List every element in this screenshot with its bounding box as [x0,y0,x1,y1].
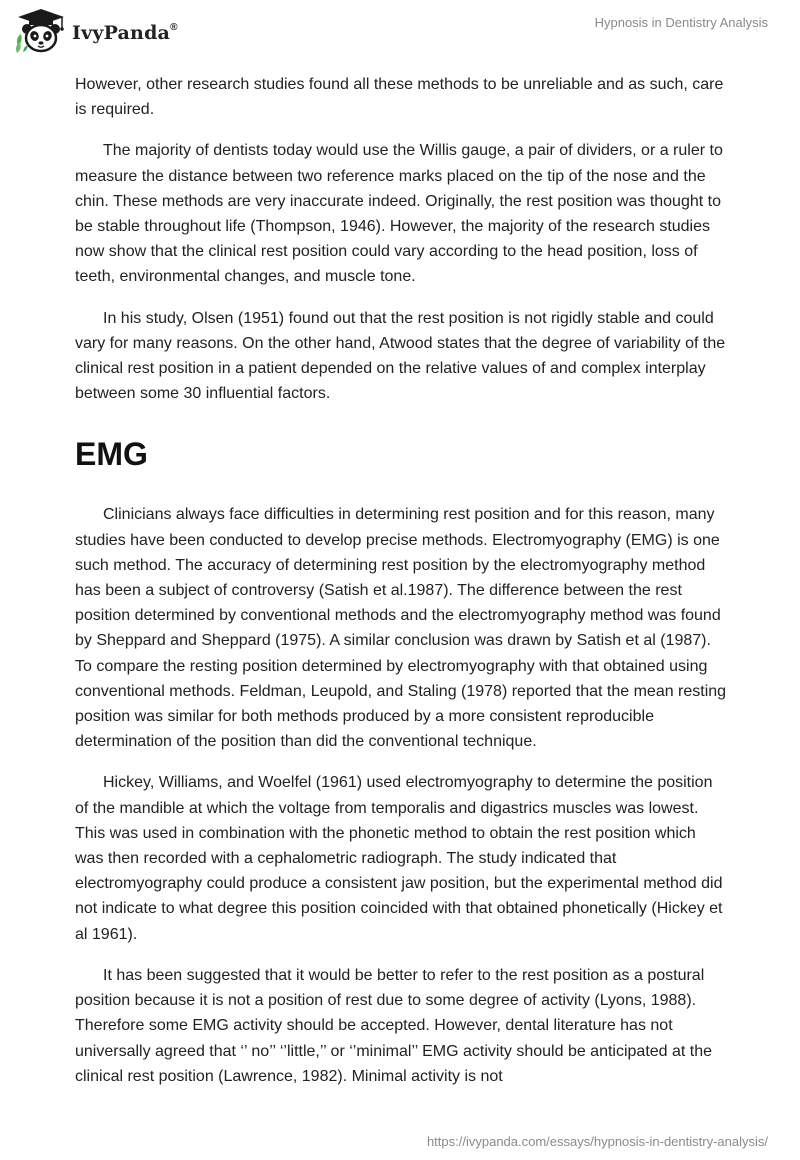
source-url[interactable]: https://ivypanda.com/essays/hypnosis-in-dentistry-analysis/ [426,1134,768,1149]
paragraph: Hickey, Williams, and Woelfel (1961) used electromyography to determine the position of the mandible at which the voltage from temporalis and digastrics muscles was lowest. This was used in combination with the phonetic method to obtain the rest position which was then recorded with a cephalometric radiograph. The study indicated that electromyography could produce a consistent jaw position, but the experimental method did not indicate to what degree this position coincided with that obtained phonetically (Hickey et al 1961). [75,774,723,943]
page-header [0,0,800,64]
panda-graduate-icon [14,6,68,56]
section-heading-emg: EMG [75,436,148,473]
paragraph: The majority of dentists today would use the Willis gauge, a pair of dividers, or a ruler to measure the distance between two reference marks placed on the tip of the nose and the chin. These methods are very inaccurate indeed. Originally, the rest position was thought to be stable throughout life (Thompson, 1946). However, the majority of the research studies now show that the clinical rest position could vary according to the head position, loss of teeth, environmental changes, and muscle tone. [75,142,723,286]
paragraph: However, other research studies found all these methods to be unreliable and as such, care is required. [75,76,724,119]
brand-name: IvyPanda® [72,21,178,44]
paragraph: It has been suggested that it would be better to refer to the rest position as a postural position because it is not a position of rest due to some degree of activity (Lyons, 1988). Therefore some EMG activity should be accepted. However, dental literature has not universally agreed that ‘’ no’’ ‘’little,’’ or ‘’minimal’’ EMG activity should be anticipated at the clinical rest position (Lawrence, 1982). Minimal activity is not [75,966,713,1085]
registered-mark: ® [170,21,178,33]
paragraph: Clinicians always face difficulties in determining rest position and for this reason, many studies have been conducted to develop precise methods. Electromyography (EMG) is one such method. The accuracy of determining rest position by the electromyography method has been a subject of controversy (Satish et al.1987). The difference between the rest position determined by conventional methods and the electromyography method was found by Sheppard and Sheppard (1975). A similar conclusion was drawn by Satish et al (1987). To compare the resting position determined by electromyography with that obtained using conventional methods. Feldman, Leupold, and Staling (1978) reported that the mean resting position was similar for both methods produced by a more consistent reproducible determination of the position than did the conventional technique. [75,506,727,751]
document-title: Hypnosis in Dentistry Analysis [594,15,768,30]
paragraph: In his study, Olsen (1951) found out that the rest position is not rigidly stable and could vary for many reasons. On the other hand, Atwood states that the degree of variability of the clinical rest position in a patient depended on the relative values of and complex interplay between some 30 influential factors. [75,309,726,403]
article-body [75,72,727,1105]
ivypanda-logo[interactable] [14,6,178,56]
